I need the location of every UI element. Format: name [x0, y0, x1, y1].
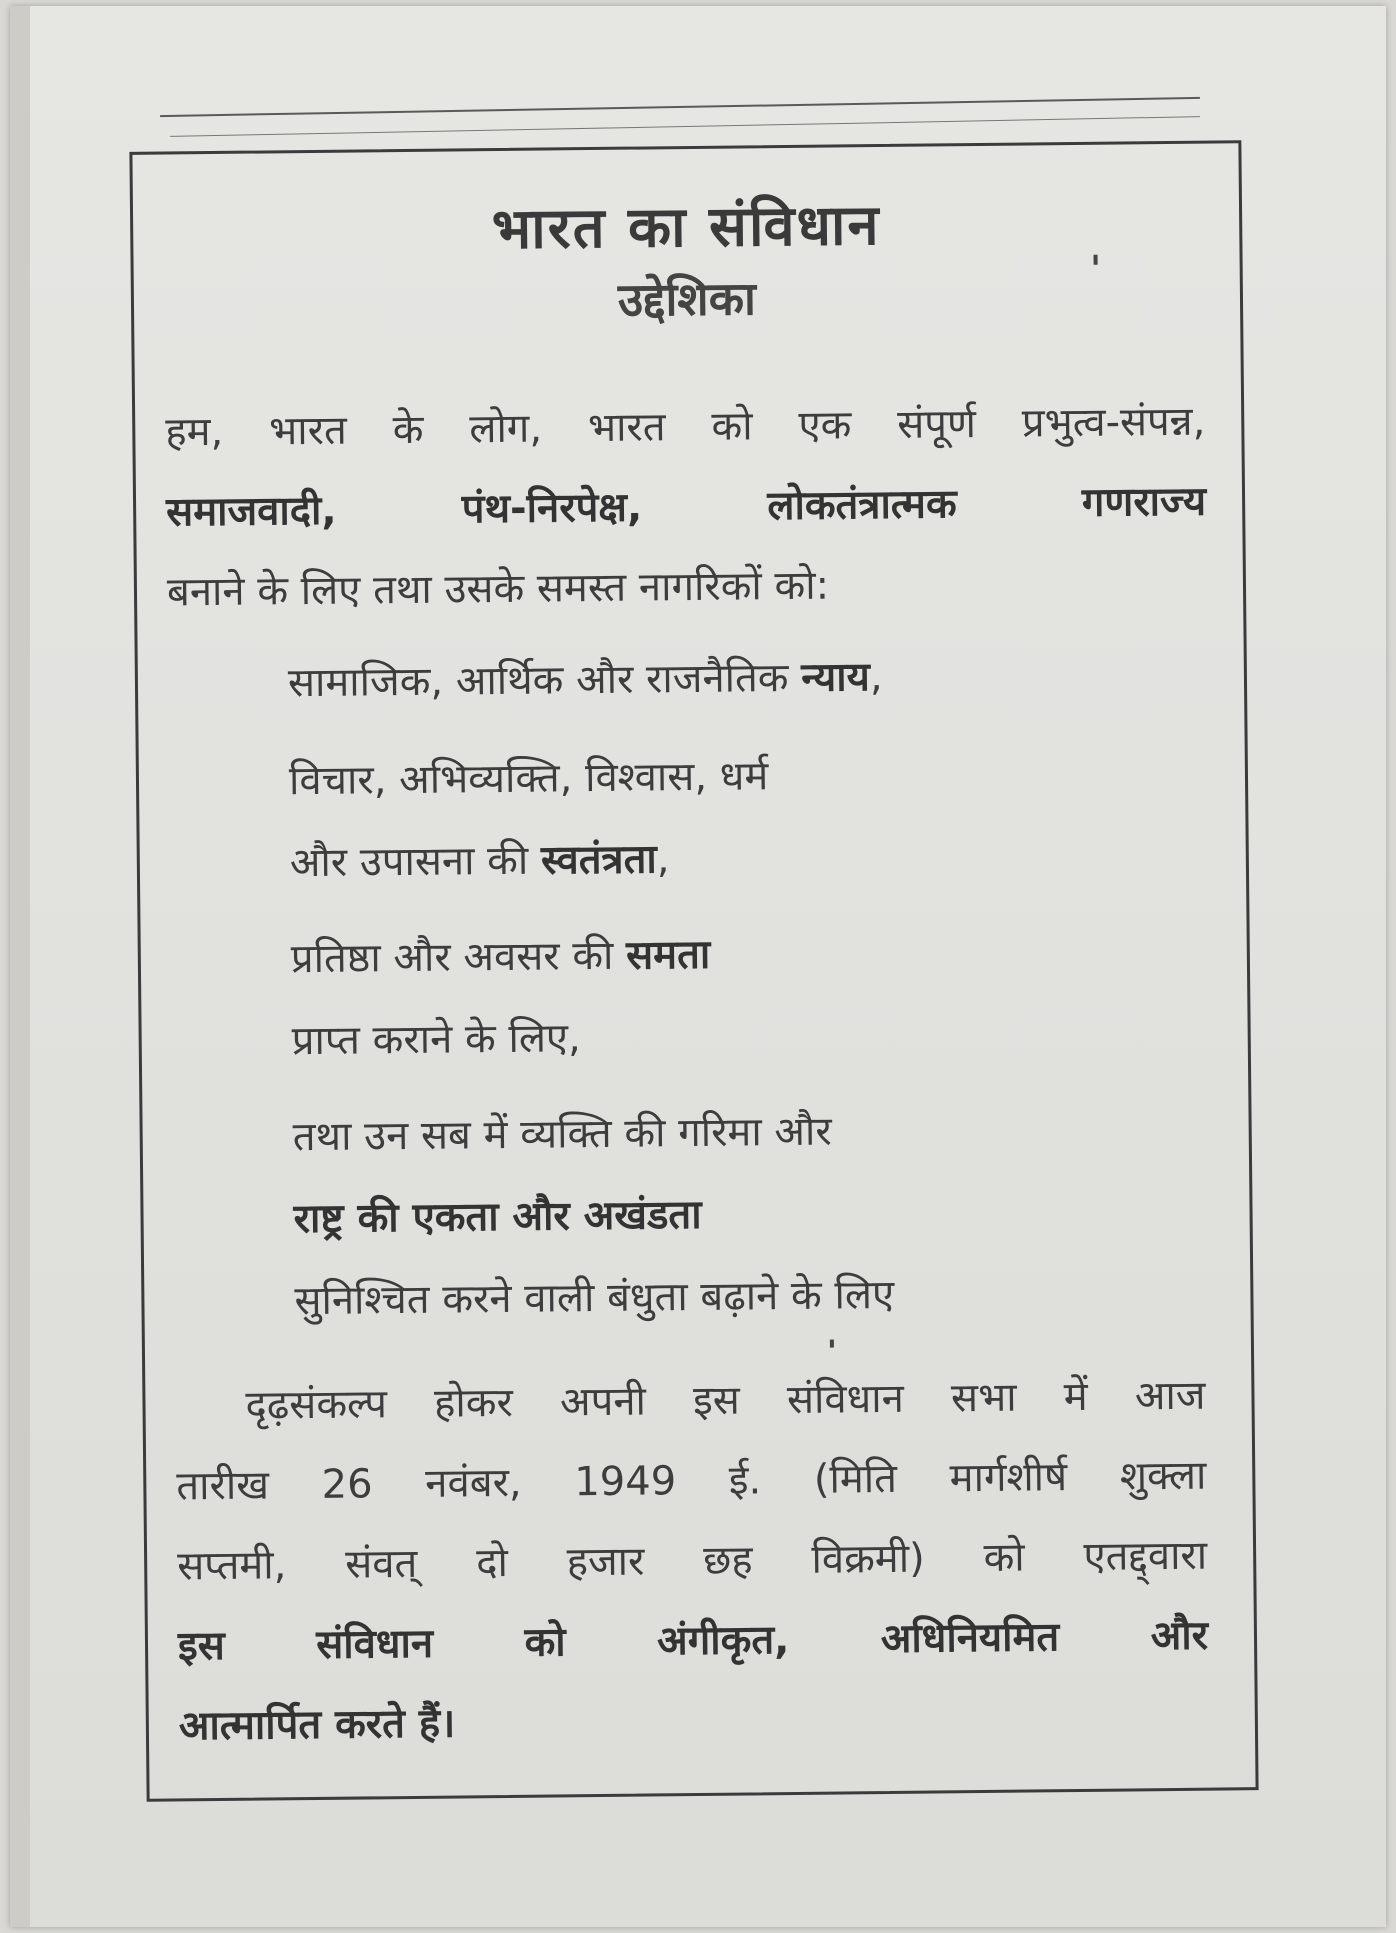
liberty-suffix: ,	[656, 836, 670, 883]
justice-line	[287, 654, 883, 707]
closing-line-5: आत्मार्पित करते हैं।	[178, 1700, 456, 1750]
equality-line-1	[290, 931, 711, 983]
closing-line-3: सप्तमी, संवत् दो हजार छह विक्रमी) को एतद्द्वारा	[176, 1532, 1208, 1590]
liberty-line-1: विचार, अभिव्यक्ति, विश्वास, धर्म	[288, 753, 769, 805]
closing-line-1: दृढ़संकल्प होकर अपनी इस संविधान सभा में आज	[245, 1372, 1206, 1429]
document-subtitle: उद्देशिका	[617, 271, 757, 327]
fraternity-line-1: तथा उन सब में व्यक्ति की गरिमा और	[292, 1108, 832, 1161]
justice-keyword: न्याय	[801, 654, 871, 701]
intro-line-2: समाजवादी, पंथ-निरपेक्ष, लोकतंत्रात्मक गणराज्य	[165, 478, 1207, 536]
preamble-frame	[129, 140, 1258, 1802]
document-title: भारत का संविधान	[491, 193, 881, 263]
fraternity-line-3: सुनिश्चित करने वाली बंधुता बढ़ाने के लिए	[294, 1271, 895, 1325]
fraternity-line-2: राष्ट्र की एकता और अखंडता	[293, 1191, 702, 1243]
equality-line-2: प्राप्त कराने के लिए,	[291, 1015, 582, 1065]
closing-line-2: तारीख 26 नवंबर, 1949 ई. (मिति मार्गशीर्ष शुक्ला	[176, 1452, 1207, 1510]
liberty-line-2	[289, 836, 670, 887]
equality-keyword: समता	[625, 931, 711, 979]
speck	[830, 1340, 834, 1348]
intro-line-3: बनाने के लिए तथा उसके समस्त नागरिकों को:	[166, 562, 830, 616]
page-edge	[10, 6, 30, 1927]
document-sheet	[10, 6, 1386, 1927]
liberty-keyword: स्वतंत्रता	[540, 836, 658, 884]
justice-suffix: ,	[869, 654, 883, 701]
header-rule-secondary	[170, 116, 1200, 137]
liberty-prefix: और उपासना की	[289, 837, 529, 887]
header-rule	[160, 97, 1200, 117]
closing-line-4: इस संविधान को अंगीकृत, अधिनियमित और	[177, 1612, 1209, 1670]
intro-line-1: हम, भारत के लोग, भारत को एक संपूर्ण प्रभुत्व-संपन्न,	[165, 398, 1206, 456]
justice-prefix: सामाजिक, आर्थिक और राजनैतिक	[287, 654, 789, 707]
equality-prefix: प्रतिष्ठा और अवसर की	[290, 932, 614, 983]
